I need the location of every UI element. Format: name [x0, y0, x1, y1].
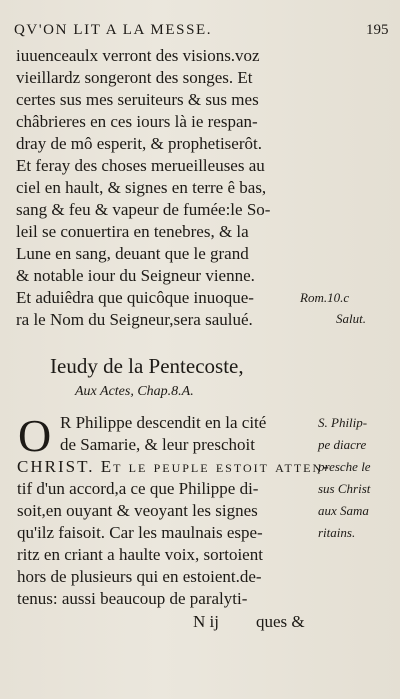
text-line: Et feray des choses merueilleuses au	[16, 156, 265, 175]
text-line: dray de mô esperit, & prophetiserôt.	[16, 134, 262, 153]
catchword: ques &	[256, 612, 305, 631]
text-line: tif d'un accord,a ce que Philippe di-	[17, 479, 259, 498]
margin-note: presche le	[318, 459, 371, 474]
section-title: Ieudy de la Pentecoste,	[50, 354, 244, 378]
text-line: tenus: aussi beaucoup de paralyti-	[17, 589, 248, 608]
text-line: soit,en ouyant & veoyant les signes	[17, 501, 258, 520]
margin-note: pe diacre	[318, 437, 367, 452]
margin-note: S. Philip-	[318, 415, 368, 430]
running-header	[14, 22, 389, 39]
margin-note: sus Christ	[318, 481, 371, 496]
text-line: leil se conuertira en tenebres, & la	[16, 222, 249, 241]
text-line: CHRIST. Et le peuple estoit atten-	[17, 457, 331, 476]
text-line: vieillardz songeront des songes. Et	[16, 68, 253, 87]
rubric: Aux Actes, Chap.8.A.	[75, 384, 194, 399]
text-line: R Philippe descendit en la cité	[60, 413, 267, 432]
margin-note: Salut.	[336, 311, 366, 326]
page-number: 195	[366, 22, 389, 38]
signature-mark: N ij	[193, 612, 219, 631]
text-line: ciel en hault, & signes en terre ê bas,	[16, 178, 267, 197]
margin-note: aux Sama	[318, 503, 369, 518]
margin-note: ritains.	[318, 525, 356, 540]
text-line: sang & feu & vapeur de fumée:le So-	[16, 200, 271, 219]
drop-initial: O	[18, 410, 52, 461]
text-line: iuuenceaulx verront des visions.voz	[16, 46, 260, 65]
text-line: ritz en criant a haulte voix, sortoient	[17, 545, 263, 564]
text-line: de Samarie, & leur preschoit	[60, 435, 255, 454]
text-line: Et aduiêdra que quicôque inuoque-	[16, 288, 254, 307]
text-line: & notable iour du Seigneur vienne.	[16, 266, 255, 285]
text-line: certes sus mes seruiteurs & sus mes	[16, 90, 259, 109]
running-title: QV'ON LIT A LA MESSE.	[14, 22, 213, 38]
text-line: ra le Nom du Seigneur,sera saulué.	[16, 310, 253, 329]
text-line: qu'ilz faisoit. Car les maulnais espe-	[17, 523, 263, 542]
margin-note: Rom.10.c	[300, 290, 350, 305]
text-line: châbrieres en ces iours là ie respan-	[16, 112, 258, 131]
text-line: Lune en sang, deuant que le grand	[16, 244, 249, 263]
text-line: hors de plusieurs qui en estoient.de-	[17, 567, 262, 586]
